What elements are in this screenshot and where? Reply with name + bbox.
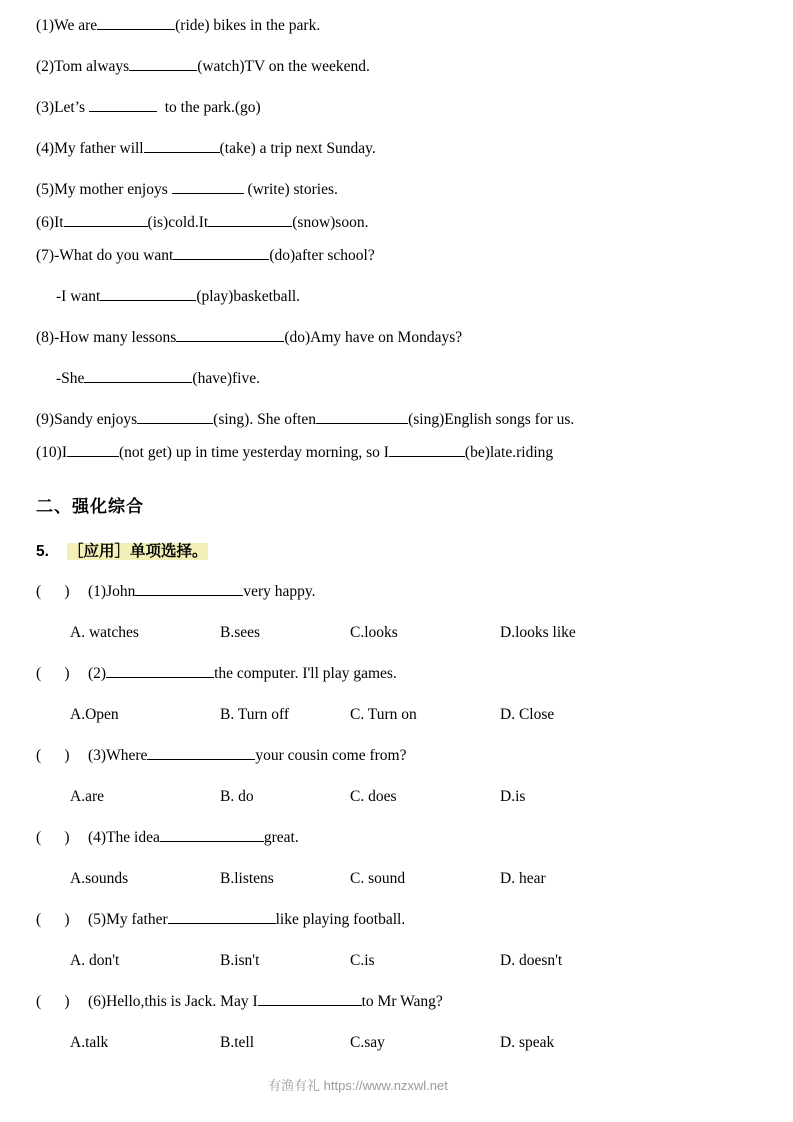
mc-option-a[interactable]: A.sounds — [70, 870, 129, 887]
fill-in-blank-list — [32, 18, 761, 478]
answer-blank[interactable] — [258, 1005, 362, 1006]
mc-option-b[interactable]: B.sees — [220, 624, 261, 641]
fill-in-blank-item — [32, 141, 761, 182]
answer-blank[interactable] — [173, 259, 269, 260]
mc-options — [32, 624, 761, 665]
question-text-post: (be)late.riding — [464, 444, 554, 461]
question-text-pre: (2)Tom always — [36, 58, 130, 75]
mc-option-a[interactable]: A. watches — [70, 624, 139, 641]
mc-question — [32, 829, 761, 870]
answer-parenthesis[interactable]: ( ) — [36, 829, 70, 846]
answer-parenthesis[interactable]: ( ) — [36, 747, 70, 764]
answer-blank[interactable] — [137, 423, 213, 424]
answer-blank[interactable] — [89, 111, 157, 112]
answer-blank-2[interactable] — [389, 456, 465, 457]
question-text-pre: (7)-What do you want — [36, 247, 174, 264]
answer-blank[interactable] — [97, 29, 175, 30]
mc-option-d[interactable]: D.looks like — [500, 624, 576, 641]
answer-blank[interactable] — [160, 841, 264, 842]
section-heading: 二、强化综合 — [36, 497, 144, 516]
mc-number: (1) — [88, 583, 107, 600]
mc-number: (5) — [88, 911, 107, 928]
mc-question — [32, 665, 761, 706]
fill-in-blank-item — [32, 289, 761, 330]
mc-option-b[interactable]: B.listens — [220, 870, 274, 887]
mc-stem-pre: The idea — [106, 829, 160, 846]
mc-option-c[interactable]: C. does — [350, 788, 397, 805]
subsection-title: ［应用］单项选择。 — [67, 543, 208, 560]
mc-option-c[interactable]: C. sound — [350, 870, 406, 887]
mc-option-b[interactable]: B. do — [220, 788, 254, 805]
answer-parenthesis[interactable]: ( ) — [36, 911, 70, 928]
mc-option-c[interactable]: C.say — [350, 1034, 385, 1051]
watermark: 有渔有礼 https://www.nzxwl.net — [268, 1078, 448, 1093]
subsection-heading — [32, 517, 761, 561]
answer-blank[interactable] — [176, 341, 284, 342]
mc-number: (2) — [88, 665, 107, 682]
mc-option-d[interactable]: D.is — [500, 788, 526, 805]
question-text-post: (ride) bikes in the park. — [175, 17, 321, 34]
fill-in-blank-item — [32, 330, 761, 371]
fill-in-blank-item — [32, 248, 761, 289]
answer-blank[interactable] — [172, 193, 244, 194]
subsection-number: 5. — [36, 543, 49, 560]
mc-question — [32, 747, 761, 788]
mc-number: (6) — [88, 993, 107, 1010]
question-text-post: (snow)soon. — [292, 214, 369, 231]
answer-blank[interactable] — [147, 759, 255, 760]
question-text-post: (take) a trip next Sunday. — [219, 140, 376, 157]
mc-options — [32, 870, 761, 911]
answer-parenthesis[interactable]: ( ) — [36, 665, 70, 682]
mc-number: (3) — [88, 747, 107, 764]
answer-blank-2[interactable] — [316, 423, 408, 424]
mc-options — [32, 952, 761, 993]
mc-stem-post: great. — [263, 829, 299, 846]
mc-option-d[interactable]: D. Close — [500, 706, 555, 723]
fill-in-blank-item — [32, 445, 761, 478]
fill-in-blank-item — [32, 371, 761, 412]
question-text-pre: (10)I — [36, 444, 67, 461]
mc-option-c[interactable]: C.looks — [350, 624, 398, 641]
fill-in-blank-item — [32, 18, 761, 59]
mc-option-b[interactable]: B. Turn off — [220, 706, 290, 723]
answer-blank[interactable] — [100, 300, 196, 301]
question-text-pre: -I want — [56, 288, 101, 305]
question-text-post: (play)basketball. — [196, 288, 301, 305]
mc-options — [32, 788, 761, 829]
mc-option-d[interactable]: D. speak — [500, 1034, 555, 1051]
fill-in-blank-item — [32, 215, 761, 248]
mc-options — [32, 1034, 761, 1075]
question-text-mid: (is)cold.It — [147, 214, 209, 231]
mc-stem-pre: Hello,this is Jack. May I — [106, 993, 258, 1010]
fill-in-blank-item — [32, 182, 761, 215]
mc-option-a[interactable]: A.Open — [70, 706, 119, 723]
answer-blank[interactable] — [135, 595, 243, 596]
mc-question — [32, 583, 761, 624]
mc-stem-pre: My father — [106, 911, 168, 928]
question-text-post: (sing)English songs for us. — [408, 411, 575, 428]
fill-in-blank-item — [32, 59, 761, 100]
mc-stem-pre: John — [106, 583, 136, 600]
answer-parenthesis[interactable]: ( ) — [36, 993, 70, 1010]
answer-parenthesis[interactable]: ( ) — [36, 583, 70, 600]
question-text-mid: (sing). She often — [213, 411, 317, 428]
mc-stem-post: very happy. — [243, 583, 316, 600]
question-text-pre: (4)My father will — [36, 140, 144, 157]
question-text-pre: (5)My mother enjoys — [36, 181, 168, 198]
mc-stem-pre: Where — [106, 747, 148, 764]
question-text-post: (write) stories. — [247, 181, 338, 198]
mc-number: (4) — [88, 829, 107, 846]
question-text-pre: (8)-How many lessons — [36, 329, 177, 346]
mc-option-b[interactable]: B.isn't — [220, 952, 260, 969]
question-text-pre: (1)We are — [36, 17, 98, 34]
mc-option-a[interactable]: A.talk — [70, 1034, 109, 1051]
mc-option-c[interactable]: C. Turn on — [350, 706, 417, 723]
mc-question — [32, 993, 761, 1034]
answer-blank[interactable] — [84, 382, 192, 383]
question-text-post: (watch)TV on the weekend. — [197, 58, 370, 75]
mc-stem-post: your cousin come from? — [255, 747, 407, 764]
answer-blank[interactable] — [64, 226, 148, 227]
mc-option-a[interactable]: A.are — [70, 788, 104, 805]
mc-stem-post: to Mr Wang? — [361, 993, 443, 1010]
question-text-pre: (6)It — [36, 214, 64, 231]
answer-blank[interactable] — [129, 70, 197, 71]
question-text-post: (do)Amy have on Mondays? — [284, 329, 463, 346]
question-text-pre: (9)Sandy enjoys — [36, 411, 138, 428]
question-text-pre: -She — [56, 370, 85, 387]
mc-option-d[interactable]: D. doesn't — [500, 952, 563, 969]
fill-in-blank-item — [32, 412, 761, 445]
answer-blank[interactable] — [106, 677, 214, 678]
answer-blank[interactable] — [67, 456, 119, 457]
mc-stem-post: like playing football. — [275, 911, 406, 928]
question-text-post: (have)five. — [192, 370, 260, 387]
answer-blank-2[interactable] — [208, 226, 292, 227]
question-text-post: (do)after school? — [269, 247, 375, 264]
mc-options — [32, 706, 761, 747]
question-text-post: to the park.(go) — [164, 99, 261, 116]
mc-option-a[interactable]: A. don't — [70, 952, 120, 969]
answer-blank[interactable] — [144, 152, 220, 153]
multiple-choice-list — [32, 583, 761, 1075]
answer-blank[interactable] — [168, 923, 276, 924]
question-text-pre: (3)Let’s — [36, 99, 86, 116]
mc-option-d[interactable]: D. hear — [500, 870, 546, 887]
mc-option-b[interactable]: B.tell — [220, 1034, 255, 1051]
mc-option-c[interactable]: C.is — [350, 952, 375, 969]
mc-stem-post: the computer. I'll play games. — [214, 665, 397, 682]
fill-in-blank-item — [32, 100, 761, 141]
mc-question — [32, 911, 761, 952]
question-text-mid: (not get) up in time yesterday morning, so I — [119, 444, 389, 461]
